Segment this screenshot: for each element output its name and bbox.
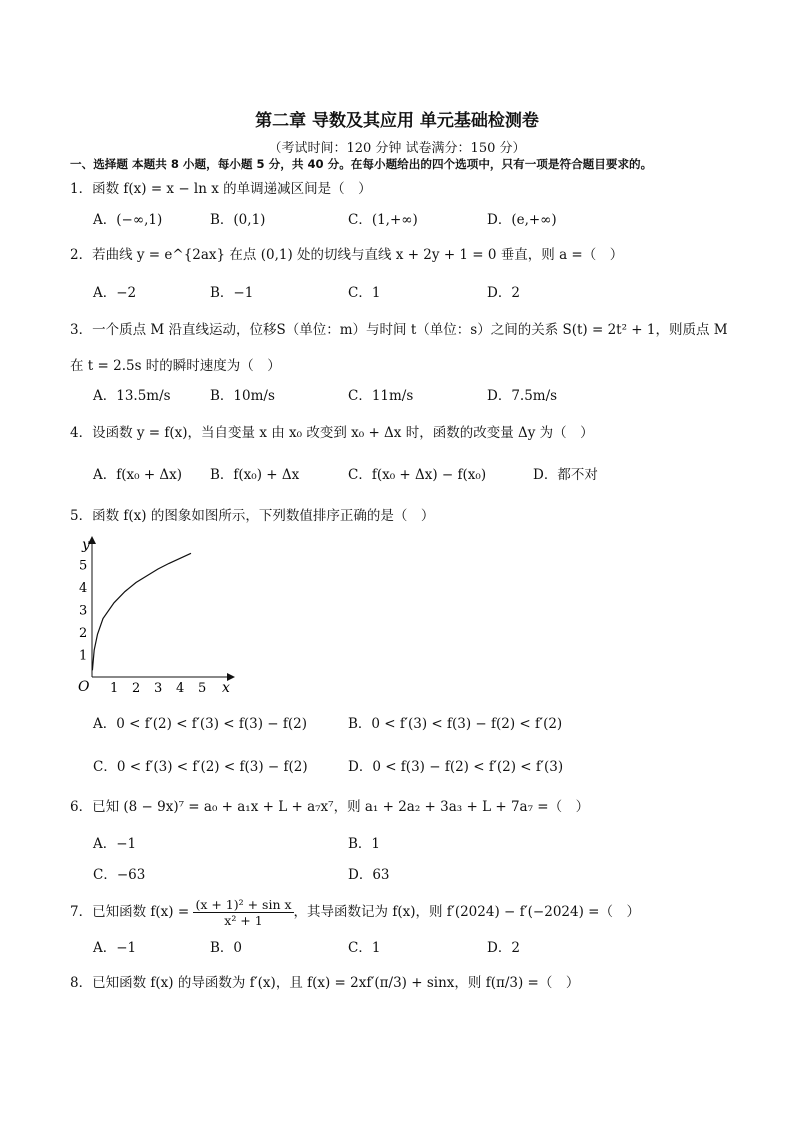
question-2-stem: 2．若曲线 y = e^{2ax} 在点 (0,1) 处的切线与直线 x + 2y + 1 = 0 垂直，则 a =（ ） xyxy=(70,247,624,263)
q6-option-a[interactable]: A．−1 xyxy=(93,836,137,852)
x-axis-label: x xyxy=(222,680,230,696)
q3-option-c[interactable]: C．11m/s xyxy=(348,388,414,404)
x-tick-label-1: 1 xyxy=(110,681,119,696)
q4-option-a[interactable]: A．f(x₀ + Δx) xyxy=(93,467,183,483)
q7-stem-pre: 7．已知函数 f(x) = xyxy=(70,904,190,920)
question-1-stem: 1．函数 f(x) = x − ln x 的单调递减区间是（ ） xyxy=(70,181,372,197)
q7-option-d[interactable]: D．2 xyxy=(487,940,520,956)
q3-option-b[interactable]: B．10m/s xyxy=(210,388,275,404)
question-3-stem: 3．一个质点 M 沿直线运动，位移S（单位：m）与时间 t（单位：s）之间的关系 S(t) = 2t² + 1，则质点 M xyxy=(70,322,728,338)
q5-option-a[interactable]: A．0 < f′(2) < f′(3) < f(3) − f(2) xyxy=(93,716,308,732)
q6-option-b[interactable]: B．1 xyxy=(348,836,381,852)
section-heading: 一、选择题 本题共 8 小题，每小题 5 分，共 40 分。在每小题给出的四个选项中，只有一项是符合题目要求的。 xyxy=(70,157,653,171)
x-tick-label-4: 4 xyxy=(176,681,185,696)
question-7-stem xyxy=(70,895,640,929)
q4-option-b[interactable]: B．f(x₀) + Δx xyxy=(210,467,300,483)
q3-option-d[interactable]: D．7.5m/s xyxy=(487,388,558,404)
q7-fraction-denominator: x² + 1 xyxy=(224,913,263,928)
y-tick-label-5: 5 xyxy=(79,558,88,574)
page-title: 第二章 导数及其应用 单元基础检测卷 xyxy=(255,111,539,131)
q1-option-d[interactable]: D．(e,+∞) xyxy=(487,212,557,228)
q4-option-c[interactable]: C．f(x₀ + Δx) − f(x₀) xyxy=(348,467,487,483)
question-8-stem: 8．已知函数 f(x) 的导函数为 f′(x)，且 f(x) = 2xf′(π/3) + sinx，则 f(π/3) =（ ） xyxy=(70,975,580,991)
question-3-stem-cont: 在 t = 2.5s 时的瞬时速度为（ ） xyxy=(70,358,281,374)
y-axis-label: y xyxy=(82,537,90,553)
series-line xyxy=(92,553,191,670)
q7-option-a[interactable]: A．−1 xyxy=(93,940,137,956)
q1-option-a[interactable]: A．(−∞,1) xyxy=(93,212,163,228)
q2-option-b[interactable]: B．−1 xyxy=(210,285,254,301)
q1-option-c[interactable]: C．(1,+∞) xyxy=(348,212,418,228)
origin-label: O xyxy=(78,679,90,695)
q6-option-c[interactable]: C．−63 xyxy=(93,867,146,883)
x-tick-label-5: 5 xyxy=(198,681,207,696)
q4-option-d[interactable]: D．都不对 xyxy=(533,467,598,483)
question-6-stem: 6．已知 (8 − 9x)⁷ = a₀ + a₁x + L + a₇x⁷，则 a₁ + 2a₂ + 3a₃ + L + 7a₇ =（ ） xyxy=(70,799,590,815)
q2-option-d[interactable]: D．2 xyxy=(487,285,520,301)
y-tick-label-3: 3 xyxy=(79,603,88,619)
q7-stem-post: ，其导函数记为 f(x)，则 f′(2024) − f′(−2024) =（ ） xyxy=(293,904,640,920)
question-4-stem: 4．设函数 y = f(x)，当自变量 x 由 x₀ 改变到 x₀ + Δx 时，函数的改变量 Δy 为（ ） xyxy=(70,425,594,441)
function-graph xyxy=(70,532,240,702)
q3-option-a[interactable]: A．13.5m/s xyxy=(93,388,171,404)
q5-option-b[interactable]: B．0 < f′(3) < f(3) − f(2) < f′(2) xyxy=(348,716,563,732)
y-tick-label-1: 1 xyxy=(79,648,88,664)
q1-option-b[interactable]: B．(0,1) xyxy=(210,212,266,228)
q5-option-c[interactable]: C．0 < f′(3) < f′(2) < f(3) − f(2) xyxy=(93,759,308,775)
exam-info: （考试时间：120 分钟 试卷满分：150 分） xyxy=(268,141,526,156)
q5-option-d[interactable]: D．0 < f(3) − f(2) < f′(2) < f′(3) xyxy=(348,759,564,775)
y-tick-label-4: 4 xyxy=(79,581,88,596)
q7-fraction xyxy=(193,897,293,928)
q6-option-d[interactable]: D．63 xyxy=(348,867,390,883)
q2-option-a[interactable]: A．−2 xyxy=(93,285,137,301)
question-5-stem: 5．函数 f(x) 的图象如图所示，下列数值排序正确的是（ ） xyxy=(70,508,435,524)
q7-option-b[interactable]: B．0 xyxy=(210,940,243,956)
q7-fraction-numerator: (x + 1)² + sin x xyxy=(195,897,292,912)
x-tick-label-3: 3 xyxy=(154,681,163,696)
x-tick-label-2: 2 xyxy=(132,681,141,696)
q7-option-c[interactable]: C．1 xyxy=(348,940,381,956)
q2-option-c[interactable]: C．1 xyxy=(348,285,381,301)
y-tick-label-2: 2 xyxy=(79,626,88,641)
